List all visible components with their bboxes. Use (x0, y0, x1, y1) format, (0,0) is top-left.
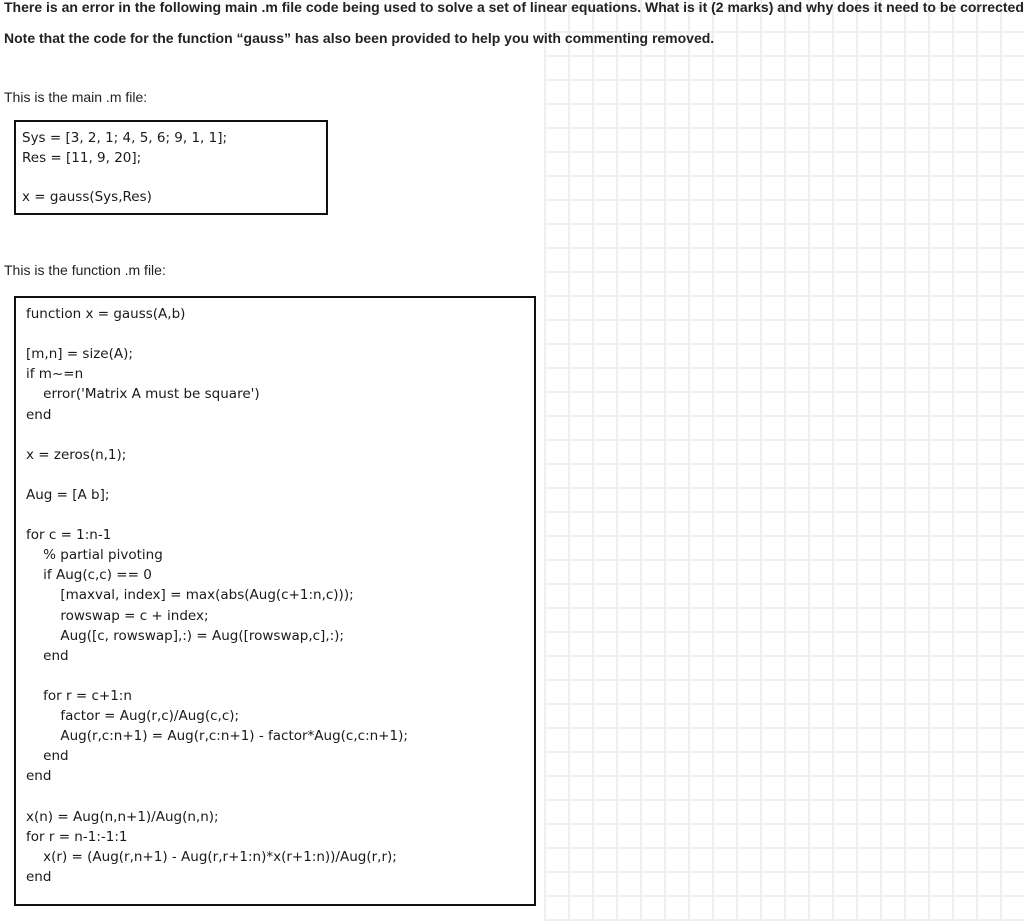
function-code-line: end (26, 647, 69, 664)
function-code-line: for r = n-1:-1:1 (26, 828, 128, 845)
main-code-line: Res = [11, 9, 20]; (22, 149, 142, 166)
main-file-code-box (14, 120, 328, 215)
function-code-line: error('Matrix A must be square') (26, 386, 260, 403)
main-file-label: This is the main .m file: (4, 89, 148, 105)
function-code-line: Aug([c, rowswap],:) = Aug([rowswap,c],:); (26, 627, 344, 644)
function-code-line: % partial pivoting (26, 547, 163, 564)
function-file-label: This is the function .m file: (4, 262, 166, 278)
function-code-line: end (26, 406, 52, 423)
function-code-line: if Aug(c,c) == 0 (26, 567, 152, 584)
function-code-line: end (26, 868, 52, 885)
function-code-line: [m,n] = size(A); (26, 346, 133, 363)
function-code-line: for r = c+1:n (26, 687, 132, 704)
function-code-line: end (26, 768, 52, 785)
function-code-line: for c = 1:n-1 (26, 527, 112, 544)
function-file-code-box (14, 296, 536, 906)
main-code-line: x = gauss(Sys,Res) (22, 188, 152, 205)
function-code-line: end (26, 748, 69, 765)
function-code-line: [maxval, index] = max(abs(Aug(c+1:n,c))); (26, 587, 354, 604)
function-code-line: x(n) = Aug(n,n+1)/Aug(n,n); (26, 808, 219, 825)
function-code-line: factor = Aug(r,c)/Aug(c,c); (26, 708, 240, 724)
watermark-pattern (544, 0, 1024, 921)
function-code-line: if m~=n (26, 366, 84, 383)
function-code-line: x = zeros(n,1); (26, 446, 127, 463)
function-code-line: Aug = [A b]; (26, 486, 110, 503)
question-line-1: There is an error in the following main .m file code being used to solve a set of linear equations. What is it (2 marks) and why does it need to be corrected (4, 0, 1024, 15)
main-code-line: Sys = [3, 2, 1; 4, 5, 6; 9, 1, 1]; (22, 130, 228, 146)
question-line-2: Note that the code for the function “gauss” has also been provided to help you with commenting removed. (4, 30, 715, 46)
function-code-line: rowswap = c + index; (26, 607, 209, 624)
function-code-line: x(r) = (Aug(r,n+1) - Aug(r,r+1:n)*x(r+1:n))/Aug(r,r); (26, 848, 397, 865)
function-code-line: Aug(r,c:n+1) = Aug(r,c:n+1) - factor*Aug(c,c:n+1); (26, 728, 408, 745)
function-code-line: function x = gauss(A,b) (26, 306, 186, 322)
